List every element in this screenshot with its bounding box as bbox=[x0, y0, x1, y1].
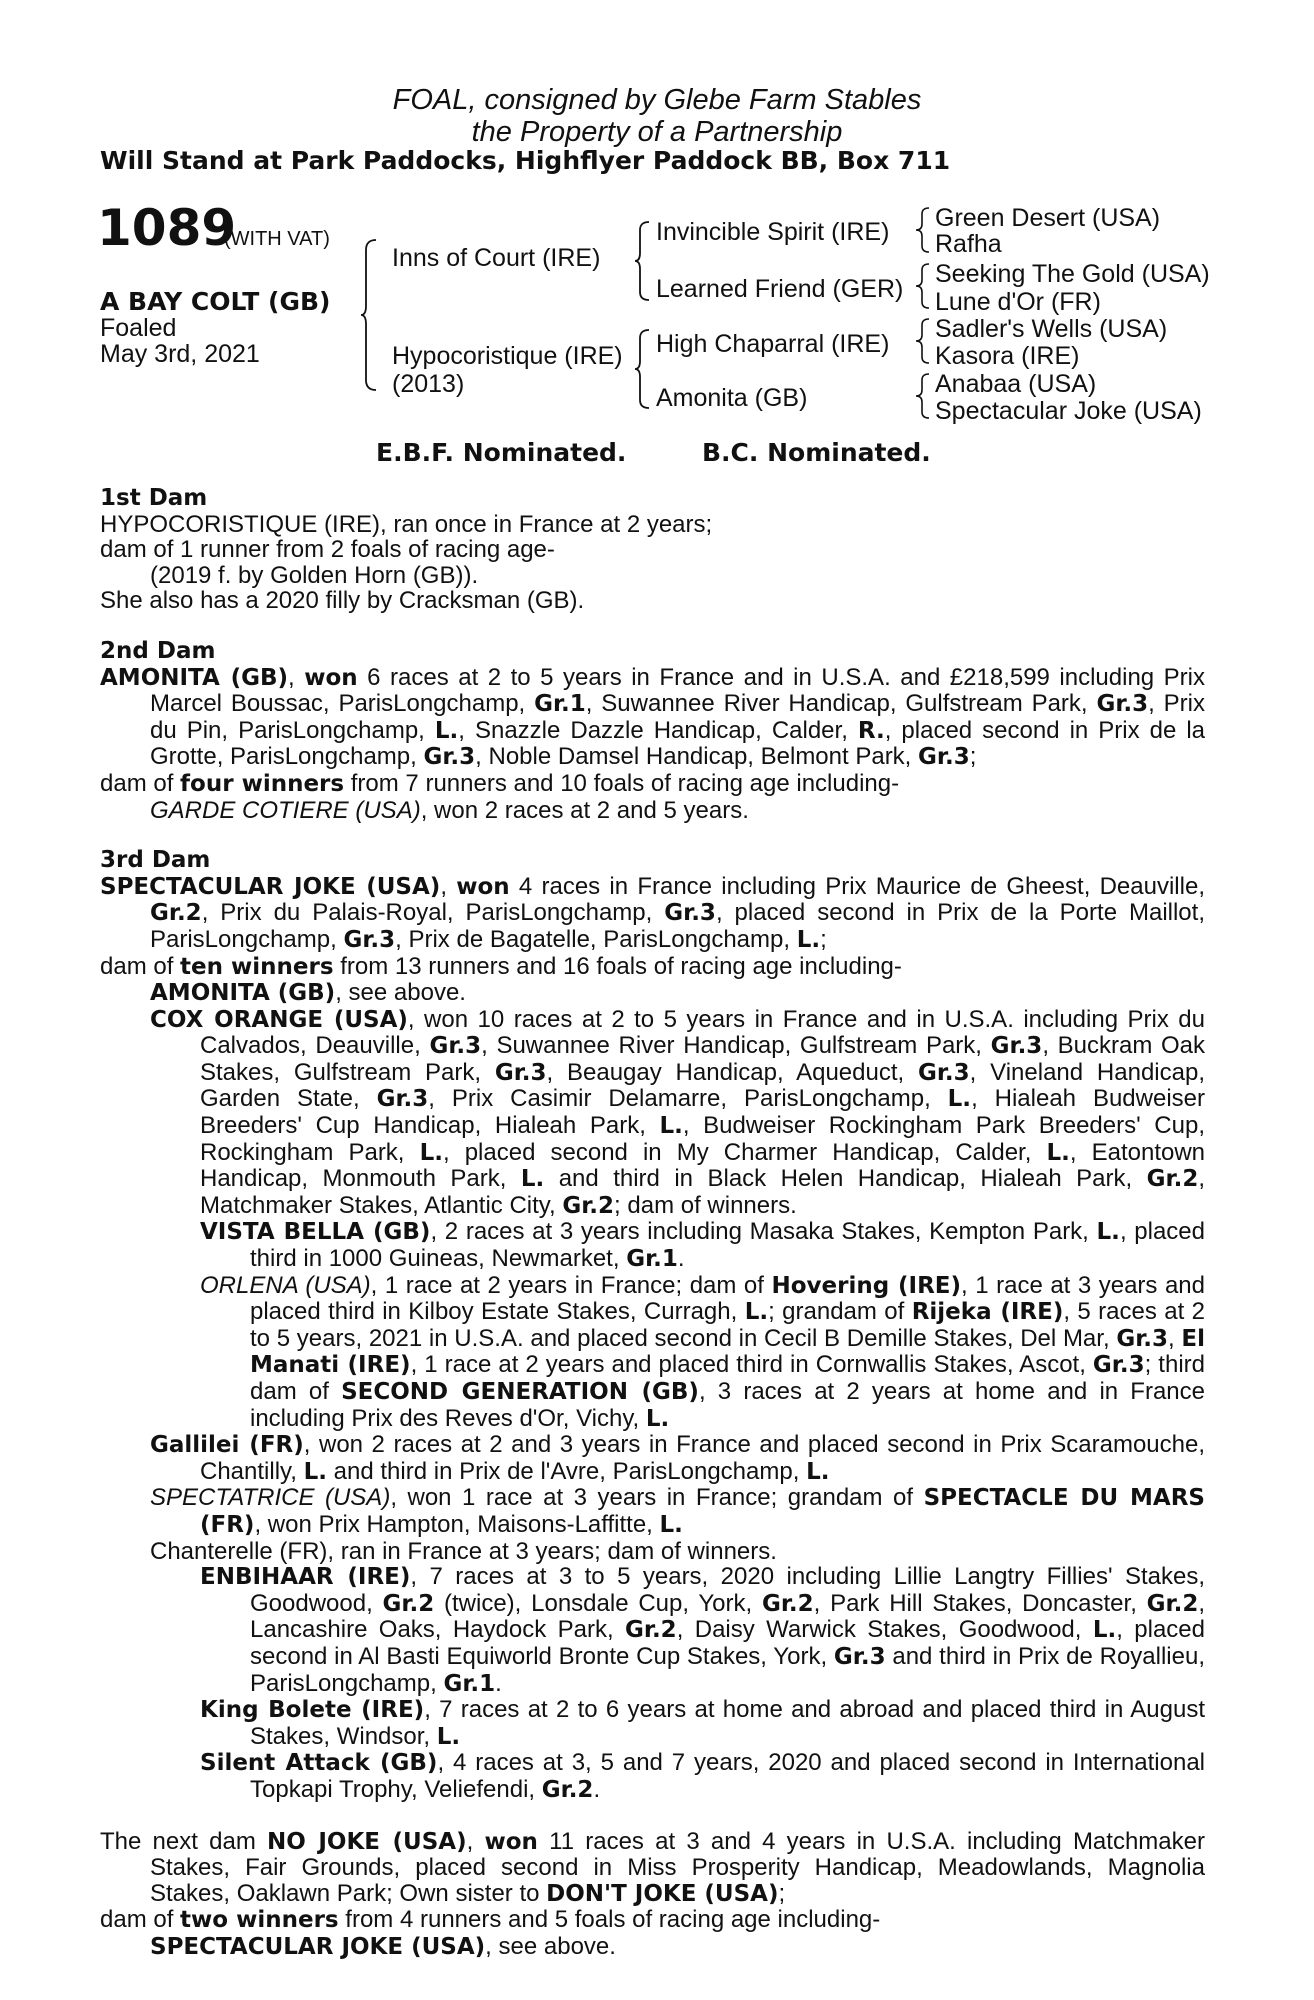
pedigree-brace-g2 bbox=[915, 262, 931, 310]
sire-sire-name: Invincible Spirit (IRE) bbox=[656, 218, 890, 246]
dam-year: (2013) bbox=[392, 370, 465, 398]
lot-description: A BAY COLT (GB) bbox=[100, 287, 331, 316]
second-dam-produce-line: dam of four winners from 7 runners and 10 foals of racing age including- bbox=[100, 769, 900, 797]
pedigree-brace-dam bbox=[634, 328, 652, 410]
produce-entry: VISTA BELLA (GB), 2 races at 3 years including Masaka Stakes, Kempton Park, L., placed third in 1000 Guineas, Newmarket, Gr.1. bbox=[200, 1218, 1206, 1273]
ancestor-g1: Green Desert (USA) bbox=[935, 204, 1161, 232]
produce-entry: ORLENA (USA), 1 race at 2 years in France; dam of Hovering (IRE), 1 race at 3 years and placed third in Kilboy Estate Stakes, Curragh, L.; grandam of Rijeka (IRE), 5 races at 2 to 5 years, 2021 in U.S.A. and placed second in Cecil B Demille Stakes, Del Mar, Gr.3, El Manati (IRE), 1 race at 2 years and placed third in Cornwallis Stakes, Ascot, Gr.3; third dam of SECOND GENERATION (GB), 3 races at 2 years at home and in France including Prix des Reves d'Or, Vichy, L. bbox=[200, 1271, 1205, 1432]
pedigree-brace-sire bbox=[634, 220, 652, 302]
first-dam-line: dam of 1 runner from 2 foals of racing age- bbox=[100, 536, 555, 564]
produce-entry: Silent Attack (GB), 4 races at 3, 5 and 7 years, 2020 and placed second in International Topkapi Trophy, Veliefendi, Gr.2. bbox=[200, 1749, 1205, 1803]
stabling-line: Will Stand at Park Paddocks, Highflyer Paddock BB, Box 711 bbox=[100, 146, 951, 175]
produce-entry: ENBIHAAR (IRE), 7 races at 3 to 5 years, 2020 including Lillie Langtry Fillies' Stakes, Goodwood, Gr.2 (twice), Lonsdale Cup, York, Gr.2, Park Hill Stakes, Doncaster, Gr.2, Lancashire Oaks, Haydock Park, Gr.2, Daisy Warwick Stakes, Goodwood, L., placed second in Al Basti Equiworld Bronte Cup Stakes, York, Gr.3 and third in Prix de Royallieu, ParisLongchamp, Gr.1. bbox=[200, 1563, 1206, 1697]
produce-entry: SPECTACULAR JOKE (USA), see above. bbox=[150, 1932, 616, 1960]
produce-entry: King Bolete (IRE), 7 races at 2 to 6 years at home and abroad and placed third in August Stakes, Windsor, L. bbox=[200, 1696, 1205, 1750]
sire-dam-name: Learned Friend (GER) bbox=[656, 275, 904, 303]
third-dam-produce-line: dam of ten winners from 13 runners and 16 foals of racing age including- bbox=[100, 952, 902, 980]
first-dam-paragraph bbox=[100, 512, 1205, 614]
third-dam-heading: 3rd Dam bbox=[100, 847, 211, 874]
next-dam-paragraph: The next dam NO JOKE (USA), won 11 races at 3 and 4 years in U.S.A. including Matchmaker Stakes, Fair Grounds, placed second in Miss Prosperity Handicap, Meadowlands, Magnolia Stakes, Oaklawn Park; Own sister to DON'T JOKE (USA); bbox=[100, 1827, 1205, 1907]
pedigree-brace-g1 bbox=[915, 206, 931, 254]
vat-note: (WITH VAT) bbox=[224, 228, 330, 250]
next-dam-produce-line: dam of two winners from 4 runners and 5 foals of racing age including- bbox=[100, 1906, 881, 1934]
pedigree-brace-g3 bbox=[915, 317, 931, 365]
first-dam-line: HYPOCORISTIQUE (IRE), ran once in France at 2 years; bbox=[100, 510, 713, 538]
ancestor-g4: Lune d'Or (FR) bbox=[935, 288, 1101, 316]
pedigree-notes bbox=[100, 486, 1205, 1960]
lot-number: 1089 bbox=[97, 199, 237, 257]
produce-entry: Chanterelle (FR), ran in France at 3 years; dam of winners. bbox=[150, 1537, 777, 1565]
ancestor-g3: Seeking The Gold (USA) bbox=[935, 260, 1210, 288]
ebf-nomination: E.B.F. Nominated. bbox=[376, 438, 627, 467]
dam-name: Hypocoristique (IRE) bbox=[392, 342, 623, 370]
ancestor-g5: Sadler's Wells (USA) bbox=[935, 315, 1168, 343]
produce-entry: SPECTATRICE (USA), won 1 race at 3 years in France; grandam of SPECTACLE DU MARS (FR), won Prix Hampton, Maisons-Laffitte, L. bbox=[150, 1484, 1205, 1538]
produce-entry: COX ORANGE (USA), won 10 races at 2 to 5 years in France and in U.S.A. including Prix du Calvados, Deauville, Gr.3, Suwannee River Handicap, Gulfstream Park, Gr.3, Buckram Oak Stakes, Gulfstream Park, Gr.3, Beaugay Handicap, Aqueduct, Gr.3, Vineland Handicap, Garden State, Gr.3, Prix Casimir Delamarre, ParisLongchamp, L., Hialeah Budweiser Breeders' Cup Handicap, Hialeah Park, L., Budweiser Rockingham Park Breeders' Cup, Rockingham Park, L., placed second in My Charmer Handicap, Calder, L., Eatontown Handicap, Monmouth Park, L. and third in Black Helen Handicap, Hialeah Park, Gr.2, Matchmaker Stakes, Atlantic City, Gr.2; dam of winners. bbox=[150, 1005, 1206, 1219]
foaled-date: May 3rd, 2021 bbox=[100, 340, 260, 368]
pedigree-brace-main bbox=[360, 238, 380, 392]
foaled-label: Foaled bbox=[100, 314, 177, 342]
dam-sire-name: High Chaparral (IRE) bbox=[656, 330, 890, 358]
produce-entry: GARDE COTIERE (USA), won 2 races at 2 and 5 years. bbox=[150, 796, 749, 824]
ancestor-g8: Spectacular Joke (USA) bbox=[935, 397, 1202, 425]
produce-entry: Gallilei (FR), won 2 races at 2 and 3 years in France and placed second in Prix Scaramouche, Chantilly, L. and third in Prix de l'Avre, ParisLongchamp, L. bbox=[150, 1431, 1206, 1485]
ancestor-g2: Rafha bbox=[935, 230, 1002, 258]
first-dam-line: She also has a 2020 filly by Cracksman (GB). bbox=[100, 587, 585, 615]
ancestor-g7: Anabaa (USA) bbox=[935, 370, 1097, 398]
dam-dam-name: Amonita (GB) bbox=[656, 384, 808, 412]
first-dam-line: (2019 f. by Golden Horn (GB)). bbox=[150, 561, 479, 589]
pedigree-brace-g4 bbox=[915, 372, 931, 420]
first-dam-heading: 1st Dam bbox=[100, 485, 208, 511]
owner-line: the Property of a Partnership bbox=[471, 116, 843, 148]
ancestor-g6: Kasora (IRE) bbox=[935, 342, 1080, 370]
bc-nomination: B.C. Nominated. bbox=[702, 438, 931, 467]
third-dam-paragraph: SPECTACULAR JOKE (USA), won 4 races in France including Prix Maurice de Gheest, Deauville, Gr.2, Prix du Palais-Royal, ParisLongchamp, Gr.3, placed second in Prix de la Porte Maillot, ParisLongchamp, Gr.3, Prix de Bagatelle, ParisLongchamp, L.; bbox=[100, 872, 1205, 953]
consignor-line: FOAL, consigned by Glebe Farm Stables bbox=[392, 84, 922, 116]
produce-entry: AMONITA (GB), see above. bbox=[150, 979, 466, 1007]
second-dam-heading: 2nd Dam bbox=[100, 637, 216, 664]
second-dam-paragraph: AMONITA (GB), won 6 races at 2 to 5 years in France and in U.S.A. and £218,599 including Prix Marcel Boussac, ParisLongchamp, Gr.1, Suwannee River Handicap, Gulfstream Park, Gr.3, Prix du Pin, ParisLongchamp, L., Snazzle Dazzle Handicap, Calder, R., placed second in Prix de la Grotte, ParisLongchamp, Gr.3, Noble Damsel Handicap, Belmont Park, Gr.3; bbox=[100, 663, 1205, 771]
sire-name: Inns of Court (IRE) bbox=[392, 244, 601, 272]
